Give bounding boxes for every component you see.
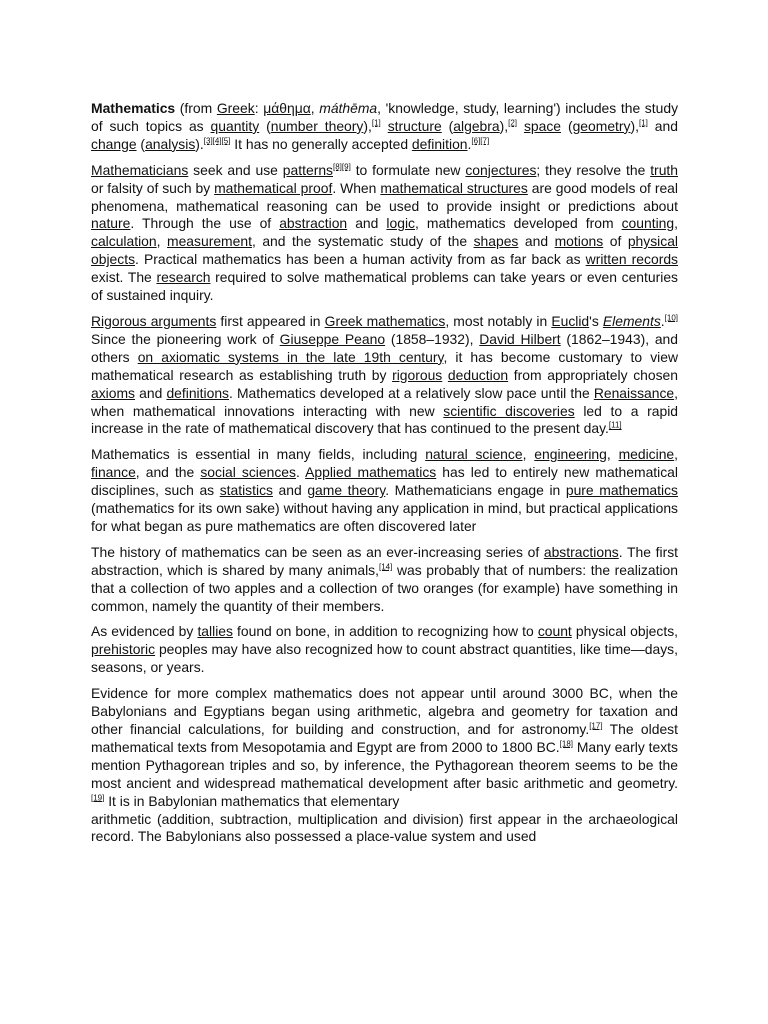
paragraph xyxy=(91,100,678,154)
wiki-link[interactable]: quantity xyxy=(210,117,260,134)
wiki-link[interactable]: number theory xyxy=(270,117,364,134)
bold-term: Mathematics xyxy=(91,100,176,116)
wiki-link[interactable]: Renaissance xyxy=(593,384,675,401)
wiki-link[interactable]: change xyxy=(91,135,137,152)
wiki-link[interactable]: mathematical structures xyxy=(380,179,528,196)
citation-link[interactable]: [2] xyxy=(508,118,518,128)
body-text: It has no generally accepted xyxy=(230,135,412,152)
wiki-link[interactable]: deduction xyxy=(447,366,509,383)
body-text: ; they resolve the xyxy=(536,161,651,178)
body-text: seek and use xyxy=(188,161,283,178)
wiki-link[interactable]: definitions xyxy=(166,384,229,401)
body-text: As evidenced by xyxy=(91,623,198,640)
wiki-link[interactable]: written records xyxy=(585,251,678,268)
body-text: (1862–1943), and others xyxy=(91,330,679,365)
body-text: ( xyxy=(259,117,271,134)
wiki-link[interactable]: physical objects xyxy=(91,233,679,268)
wiki-link[interactable]: Mathematicians xyxy=(91,161,189,178)
citation-link[interactable]: [6][7] xyxy=(471,136,490,146)
body-text: , when mathematical innovations interacting with new xyxy=(91,384,678,419)
body-text: required to solve mathematical problems can take years or even centuries of sustained inquiry. xyxy=(91,269,678,304)
wiki-link[interactable]: truth xyxy=(650,161,678,178)
body-text: , xyxy=(156,233,168,250)
wiki-link[interactable]: algebra xyxy=(453,117,500,134)
body-text: , and the systematic study of the xyxy=(251,233,474,250)
body-text: ( xyxy=(441,117,454,134)
wiki-link[interactable]: measurement xyxy=(167,233,252,250)
body-text: . Mathematicians engage in xyxy=(385,482,566,499)
body-text: It is in Babylonian mathematics that elementary xyxy=(104,792,400,809)
body-text: from appropriately chosen xyxy=(508,366,678,383)
wiki-link[interactable]: finance xyxy=(91,464,136,481)
wiki-link[interactable]: conjectures xyxy=(465,161,537,178)
body-text: , xyxy=(310,100,320,116)
body-text: , xyxy=(674,446,679,463)
wiki-link[interactable]: on axiomatic systems in the late 19th century xyxy=(137,348,444,365)
body-text: and xyxy=(647,117,678,134)
wiki-link[interactable]: Greek xyxy=(216,100,255,116)
body-text: was probably that of numbers: the realization that a collection of two apples and a collection of two oranges (for example) have something in common, namely the quantity of their members. xyxy=(91,561,678,614)
wiki-link[interactable]: tallies xyxy=(197,623,233,640)
body-text: led to a rapid increase in the rate of mathematical discovery that has continued to the present day. xyxy=(91,402,679,437)
body-text: to formulate new xyxy=(350,161,466,178)
body-text: and xyxy=(135,384,167,401)
paragraph xyxy=(91,623,678,677)
wiki-link[interactable]: Rigorous arguments xyxy=(91,312,217,329)
citation-link[interactable]: [19] xyxy=(91,793,105,802)
wiki-link[interactable]: Applied mathematics xyxy=(305,464,437,481)
paragraph xyxy=(91,162,678,305)
wiki-link[interactable]: logic xyxy=(386,215,415,232)
wiki-link[interactable]: pure mathematics xyxy=(565,482,678,499)
body-text: first appeared in xyxy=(216,312,325,329)
wiki-link[interactable]: abstraction xyxy=(279,215,348,232)
citation-link[interactable]: [3][4][5] xyxy=(203,136,231,146)
body-text: peoples may have also recognized how to count abstract quantities, like time—days, seasons, or years. xyxy=(91,641,678,676)
body-text: , xyxy=(674,215,678,232)
body-text: or falsity of such by xyxy=(91,179,215,196)
body-text: ( xyxy=(136,135,146,152)
body-text: , xyxy=(606,446,619,463)
wiki-link[interactable]: research xyxy=(156,269,211,286)
citation-link[interactable]: [11] xyxy=(608,420,622,430)
body-text: . Mathematics developed at a relatively slow pace until the xyxy=(229,384,594,401)
body-text: ), xyxy=(363,117,372,134)
wiki-link[interactable]: motions xyxy=(554,233,604,250)
paragraph xyxy=(91,544,678,616)
wiki-link[interactable]: game theory xyxy=(307,482,386,499)
wiki-link[interactable]: geometry xyxy=(572,117,631,134)
citation-link[interactable]: [1] xyxy=(638,118,648,128)
wiki-link[interactable]: space xyxy=(523,117,562,134)
body-text: are good models of real phenomena, mathematical reasoning can be used to provide insight or predictions about xyxy=(91,179,678,214)
wiki-link[interactable]: counting xyxy=(621,215,675,232)
body-text: , most notably in xyxy=(445,312,552,329)
body-text: , xyxy=(522,446,535,463)
body-text: , it has become customary to view mathematical research as establishing truth by xyxy=(91,348,679,383)
wiki-link[interactable]: engineering xyxy=(534,446,607,463)
body-text: and xyxy=(272,482,308,499)
citation-link[interactable]: [10] xyxy=(664,313,678,323)
wiki-link[interactable]: natural science xyxy=(425,446,523,463)
body-text: The history of mathematics can be seen as an ever-increasing series of xyxy=(91,543,544,560)
wiki-link[interactable]: David Hilbert xyxy=(479,330,561,347)
wiki-link[interactable]: prehistoric xyxy=(91,641,156,658)
wiki-link[interactable]: scientific discoveries xyxy=(443,402,575,419)
wiki-link[interactable]: Elements xyxy=(602,312,661,329)
body-text: exist. The xyxy=(91,269,157,286)
body-text: Evidence for more complex mathematics does not appear until around 3000 BC, when the Babylonians and Egyptians began using arithmetic, algebra and geometry for taxation and other financial calculations, for building and construction, and for astronomy. xyxy=(91,685,678,737)
body-text: 's xyxy=(589,312,603,329)
body-text: . Practical mathematics has been a human activity from as far back as xyxy=(135,251,586,268)
body-text: has led to entirely new mathematical disciplines, such as xyxy=(91,464,678,499)
wiki-link[interactable]: axioms xyxy=(91,384,135,401)
wiki-link[interactable]: nature xyxy=(91,215,131,232)
wiki-link[interactable]: social sciences xyxy=(200,464,296,481)
body-text: and xyxy=(518,233,555,250)
citation-link[interactable]: [14] xyxy=(378,562,393,572)
body-text: (from xyxy=(175,100,217,116)
body-text: , mathematics developed from xyxy=(414,215,622,232)
body-text: ), xyxy=(630,117,639,134)
paragraph xyxy=(91,685,678,846)
body-text: . xyxy=(467,135,472,152)
body-text: , 'knowledge, study, learning') includes the study of such topics as xyxy=(91,100,679,134)
body-text: (mathematics for its own sake) without having any application in mind, but practical applications for what began as pure mathematics are often discovered later xyxy=(91,500,678,534)
wiki-link[interactable]: calculation xyxy=(91,233,157,250)
wiki-link[interactable]: Euclid xyxy=(551,312,590,329)
body-text: arithmetic (addition, subtraction, multiplication and division) first appear in the archaeological record. The Babylonians also possessed a place-value system and used xyxy=(91,810,678,845)
wiki-link[interactable]: abstractions xyxy=(543,543,619,560)
body-text: of xyxy=(603,233,628,250)
body-text: Many early texts mention Pythagorean triples and so, by inference, the Pythagorean theorem seems to be the most ancient and widespread mathematical development after basic arithmetic and geometry. xyxy=(91,738,678,791)
wiki-link[interactable]: μάθημα xyxy=(263,100,311,116)
citation-link[interactable]: [1] xyxy=(371,118,381,128)
body-text: The oldest mathematical texts from Mesopotamia and Egypt are from 2000 to 1800 BC. xyxy=(91,721,678,755)
body-text: , and the xyxy=(135,464,201,481)
wiki-link[interactable]: shapes xyxy=(473,233,519,250)
body-text: . When xyxy=(332,179,381,196)
body-text: . Through the use of xyxy=(130,215,280,232)
body-text: physical objects, xyxy=(571,623,678,640)
document-body xyxy=(91,100,678,854)
body-text: Mathematics is essential in many fields, including xyxy=(91,446,426,463)
body-text xyxy=(381,118,388,134)
wiki-link[interactable]: definition xyxy=(411,135,468,152)
wiki-link[interactable]: medicine xyxy=(618,446,675,463)
wiki-link[interactable]: rigorous xyxy=(392,366,443,383)
body-text: ), xyxy=(499,117,509,134)
citation-link[interactable]: [18] xyxy=(559,739,573,749)
wiki-link[interactable]: Giuseppe Peano xyxy=(279,330,386,347)
italic-term: máthēma xyxy=(319,100,378,116)
body-text: and xyxy=(347,215,387,232)
wiki-link[interactable]: count xyxy=(537,623,572,640)
paragraph xyxy=(91,446,678,536)
body-text: . The first abstraction, which is shared by many animals, xyxy=(91,543,678,578)
wiki-link[interactable]: analysis xyxy=(145,135,196,152)
body-text: Since the pioneering work of xyxy=(91,330,280,347)
paragraph xyxy=(91,313,678,438)
citation-link[interactable]: [8][9] xyxy=(333,162,351,172)
wiki-link[interactable]: statistics xyxy=(219,482,273,499)
wiki-link[interactable]: mathematical proof xyxy=(214,179,333,196)
wiki-link[interactable]: patterns xyxy=(282,161,333,178)
body-text: ). xyxy=(195,135,204,152)
body-text xyxy=(517,118,524,134)
body-text: (1858–1932), xyxy=(385,330,480,347)
citation-link[interactable]: [17] xyxy=(589,721,603,731)
body-text: : xyxy=(254,100,264,116)
body-text: . xyxy=(660,312,665,329)
wiki-link[interactable]: structure xyxy=(387,117,442,134)
body-text: ( xyxy=(561,117,573,134)
body-text: . xyxy=(295,464,306,481)
body-text: found on bone, in addition to recognizing how to xyxy=(232,623,538,640)
wiki-link[interactable]: Greek mathematics xyxy=(324,312,446,329)
